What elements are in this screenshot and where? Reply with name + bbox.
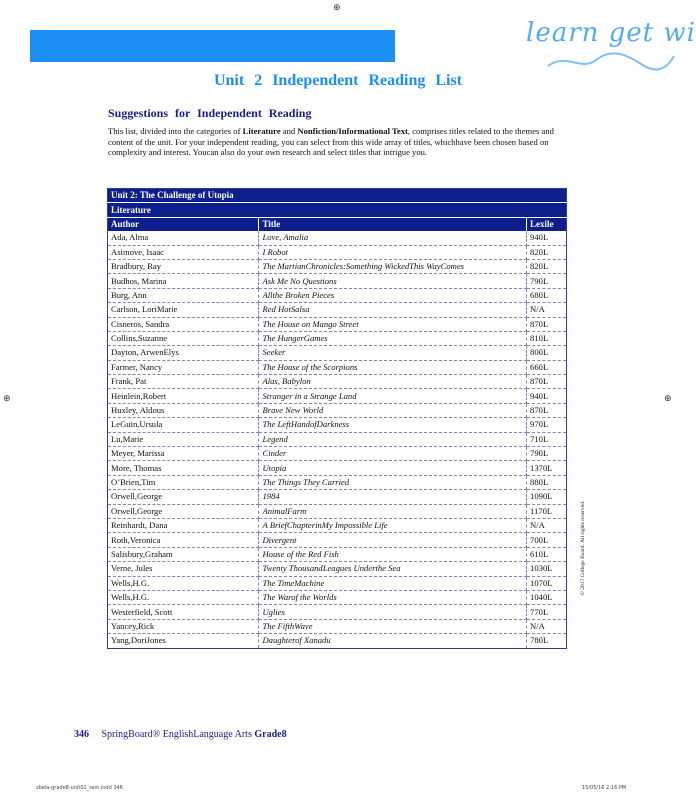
crop-mark-left: ⊕	[3, 394, 11, 404]
table-row	[108, 576, 567, 590]
table-row	[108, 259, 567, 273]
table-row	[108, 634, 567, 648]
table-row	[108, 518, 567, 532]
cell-title: The FifthWave	[259, 619, 527, 633]
decorative-script-graphic	[526, 18, 696, 72]
table-row	[108, 533, 567, 547]
page-number: 346	[74, 729, 89, 740]
cell-lexile: 790L	[527, 274, 567, 288]
cell-author: Yancey,Rick	[108, 619, 259, 633]
cell-title: Red HotSalsa	[259, 303, 527, 317]
section-heading: Suggestions for Independent Reading	[108, 106, 312, 120]
category-nonfiction: Nonfiction/Informational Text	[297, 126, 408, 136]
cell-title: The LeftHandofDarkness	[259, 418, 527, 432]
table-row	[108, 547, 567, 561]
cell-author: Roth,Veronica	[108, 533, 259, 547]
cell-lexile: 710L	[527, 432, 567, 446]
table-row	[108, 475, 567, 489]
table-row	[108, 346, 567, 360]
table-row	[108, 490, 567, 504]
cell-title: Daughterof Xanadu	[259, 634, 527, 648]
cell-lexile: 700L	[527, 533, 567, 547]
cell-title: 1984	[259, 490, 527, 504]
table-row	[108, 619, 567, 633]
cell-lexile: 870L	[527, 403, 567, 417]
table-row	[108, 360, 567, 374]
cell-author: Orwell,George	[108, 490, 259, 504]
reading-list-table	[107, 188, 567, 649]
cell-title: Uglies	[259, 605, 527, 619]
cell-author: Ada, Alma	[108, 231, 259, 245]
cell-author: O’Brien,Tim	[108, 475, 259, 489]
table-row	[108, 605, 567, 619]
unit-heading: Unit 2: The Challenge of Utopia	[108, 189, 567, 203]
cell-title: The Warof the Worlds	[259, 590, 527, 604]
page-footer	[74, 729, 287, 740]
cell-lexile: 1370L	[527, 461, 567, 475]
cell-author: Verne, Jules	[108, 562, 259, 576]
cell-title: Brave New World	[259, 403, 527, 417]
cell-lexile: N/A	[527, 303, 567, 317]
print-slug-right: 15/05/16 2:16 PM	[582, 785, 627, 791]
category-row	[108, 203, 567, 217]
cell-lexile: 1040L	[527, 590, 567, 604]
table-row	[108, 317, 567, 331]
footer-grade: Grade8	[254, 729, 287, 740]
cell-author: Dayton, ArwenElys	[108, 346, 259, 360]
decorative-script-text: learn get wi	[526, 18, 696, 48]
cell-title: A BriefChapterinMy Impossible Life	[259, 518, 527, 532]
cell-author: LeGuin,Ursula	[108, 418, 259, 432]
category-heading: Literature	[108, 203, 567, 217]
cell-author: Heinlein,Robert	[108, 389, 259, 403]
table-row	[108, 590, 567, 604]
header-banner	[30, 30, 395, 62]
cell-lexile: 940L	[527, 389, 567, 403]
page-title: Unit 2 Independent Reading List	[213, 72, 463, 89]
cell-title: Ask Me No Questions	[259, 274, 527, 288]
cell-title: Utopia	[259, 461, 527, 475]
cell-lexile: 870L	[527, 317, 567, 331]
column-header-row	[108, 217, 567, 231]
cell-title: Stranger in a Strange Land	[259, 389, 527, 403]
cell-title: The House on Mango Street	[259, 317, 527, 331]
cell-title: Divergent	[259, 533, 527, 547]
crop-mark-right: ⊕	[664, 394, 672, 404]
cell-author: Farmer, Nancy	[108, 360, 259, 374]
cell-lexile: 770L	[527, 605, 567, 619]
cell-title: The House of the Scorpions	[259, 360, 527, 374]
intro-text-start: This list, divided into the categories of	[108, 126, 243, 136]
cell-author: Meyer, Marissa	[108, 447, 259, 461]
cell-lexile: 870L	[527, 375, 567, 389]
cell-lexile: 680L	[527, 288, 567, 302]
cell-author: Collins,Suzanne	[108, 331, 259, 345]
column-header-lexile: Lexile	[527, 217, 567, 231]
table-row	[108, 331, 567, 345]
column-header-title: Title	[259, 217, 527, 231]
cell-lexile: 820L	[527, 259, 567, 273]
cell-author: Burg, Ann	[108, 288, 259, 302]
table-row	[108, 389, 567, 403]
cell-title: Twenty ThousandLeagues Underthe Sea	[259, 562, 527, 576]
cell-lexile: 1170L	[527, 504, 567, 518]
cell-lexile: 1070L	[527, 576, 567, 590]
table-row	[108, 303, 567, 317]
cell-lexile: 1030L	[527, 562, 567, 576]
cell-author: Yang,DoriJones	[108, 634, 259, 648]
cell-lexile: 1090L	[527, 490, 567, 504]
table-row	[108, 562, 567, 576]
cell-title: The MartianChronicles:Something WickedThis WayComes	[259, 259, 527, 273]
cell-lexile: 820L	[527, 245, 567, 259]
cell-author: Orwell,George	[108, 504, 259, 518]
cell-lexile: 790L	[527, 447, 567, 461]
cell-title: Legend	[259, 432, 527, 446]
table-row	[108, 375, 567, 389]
cell-lexile: 610L	[527, 547, 567, 561]
cell-title: AnimalFarm	[259, 504, 527, 518]
cell-title: Seeker	[259, 346, 527, 360]
copyright-notice: © 2017 College Board. All rights reserved.	[580, 500, 586, 596]
cell-author: Huxley, Aldous	[108, 403, 259, 417]
cell-author: Westerfield, Scott	[108, 605, 259, 619]
cell-author: Wells,H.G.	[108, 590, 259, 604]
cell-author: Wells,H.G.	[108, 576, 259, 590]
cell-title: Love, Amalia	[259, 231, 527, 245]
table-row	[108, 447, 567, 461]
cell-author: Asimove, Isaac	[108, 245, 259, 259]
cell-lexile: 800L	[527, 346, 567, 360]
cell-title: I Robot	[259, 245, 527, 259]
cell-lexile: 940L	[527, 231, 567, 245]
table-row	[108, 245, 567, 259]
cell-lexile: 810L	[527, 331, 567, 345]
table-row	[108, 288, 567, 302]
cell-title: Allthe Broken Pieces	[259, 288, 527, 302]
table-row	[108, 461, 567, 475]
category-literature: Literature	[242, 126, 281, 136]
cell-author: Salisbury,Graham	[108, 547, 259, 561]
cell-author: Budhos, Marina	[108, 274, 259, 288]
cell-lexile: 780L	[530, 635, 549, 646]
footer-brand: SpringBoard® EnglishLanguage Arts	[101, 729, 252, 740]
crop-mark-top: ⊕	[333, 3, 341, 13]
cell-author: Bradbury, Ray	[108, 259, 259, 273]
print-slug-left: sbela-grade8-unit02_ssm.indd 346	[36, 785, 123, 791]
cell-author: More, Thomas	[108, 461, 259, 475]
table-row	[108, 432, 567, 446]
intro-paragraph	[108, 126, 570, 158]
table-row	[108, 418, 567, 432]
swirl-icon	[546, 50, 676, 72]
cell-title: The TimeMachine	[259, 576, 527, 590]
table-row	[108, 504, 567, 518]
cell-author: Lu,Marie	[108, 432, 259, 446]
cell-title: Alas, Babylon	[259, 375, 527, 389]
cell-author: Cisneros, Sandra	[108, 317, 259, 331]
intro-text-end: , comprises titles related to the themes and content of the unit. For your independent reading, you can select from this wide array of titles, whichhave been chosen based on complexity and interest. Youcan also do your own research and select titles that intrigue you.	[108, 126, 554, 157]
cell-lexile: 880L	[527, 475, 567, 489]
table-body	[108, 231, 567, 648]
cell-title: House of the Red Fish	[259, 547, 527, 561]
table-row	[108, 274, 567, 288]
cell-lexile: 660L	[527, 360, 567, 374]
cell-lexile: N/A	[527, 619, 567, 633]
intro-text-and: and	[280, 126, 298, 136]
column-header-author: Author	[108, 217, 259, 231]
cell-title: The Things They Carried	[259, 475, 527, 489]
cell-lexile: 970L	[527, 418, 567, 432]
cell-lexile: N/A	[527, 518, 567, 532]
cell-author: Carlson, LoriMarie	[108, 303, 259, 317]
unit-heading-row	[108, 189, 567, 203]
table-row	[108, 231, 567, 245]
cell-author: Frank, Pat	[108, 375, 259, 389]
cell-author: Reinhardt, Dana	[108, 518, 259, 532]
table-row	[108, 403, 567, 417]
cell-title: The HungerGames	[259, 331, 527, 345]
cell-title: Cinder	[259, 447, 527, 461]
